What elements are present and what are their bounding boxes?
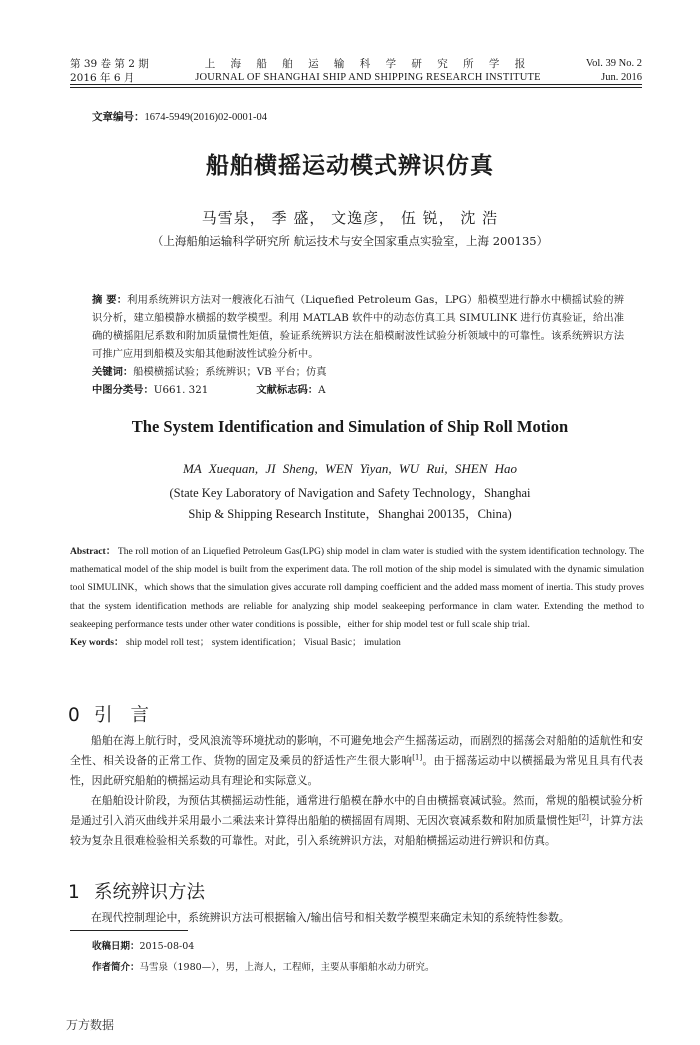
paper-title-cn: 船舶横摇运动模式辨识仿真 <box>206 153 494 179</box>
author-bio: 马雪泉（1980—），男，上海人，工程师，主要从事船舶水动力研究。 <box>139 962 435 973</box>
section-1-heading <box>68 878 205 904</box>
abstract-en-body <box>70 543 644 634</box>
header-vol-en: Vol. 39 No. 2 <box>585 58 642 69</box>
received-label: 收稿日期： <box>92 941 140 952</box>
section-0-number: 0 <box>68 705 80 726</box>
header-date-en: Jun. 2016 <box>601 72 642 83</box>
keywords-cn-label: 关键词： <box>92 366 134 378</box>
affiliation-en-line-1: (State Key Laboratory of Navigation and Safety Technology，Shanghai <box>169 486 531 500</box>
header-volume-en <box>586 57 642 85</box>
abstract-cn <box>92 291 624 399</box>
citation-1: [1] <box>412 753 423 762</box>
affiliation-cn: （上海船舶运输科学研究所 航运技术与安全国家重点实验室，上海 200135） <box>151 234 549 248</box>
authors-en: MA Xuequan, JI Sheng, WEN Yiyan, WU Rui, SHEN Hao <box>182 461 518 476</box>
clc-label: 中图分类号： <box>92 384 154 396</box>
authors-cn: 马雪泉， 季 盛， 文逸彦， 伍 锐， 沈 浩 <box>201 209 499 227</box>
article-number <box>92 109 267 124</box>
section-0-title: 引言 <box>94 705 168 726</box>
keywords-en-label: Key words： <box>70 637 124 649</box>
article-number-label: 文章编号： <box>92 111 145 123</box>
clc-value: U661. 321 <box>153 384 209 396</box>
section-1-number: 1 <box>68 882 80 903</box>
affiliation-en <box>0 483 700 525</box>
author-bio-label: 作者简介： <box>92 962 140 973</box>
header-date-cn: 2016 年 6 月 <box>70 72 135 84</box>
doc-code-value: A <box>318 384 326 396</box>
keywords-en-text: ship model roll test； system identification； Visual Basic； imulation <box>125 637 401 649</box>
section-0-paragraph-1 <box>70 731 643 791</box>
header-volume-cn: 第 39 卷 第 2 期 <box>70 58 149 70</box>
article-number-value: 1674-5949(2016)02-0001-04 <box>144 112 267 123</box>
received-date: 2015-08-04 <box>139 941 195 952</box>
classification-cn <box>92 381 624 399</box>
footnote-author <box>92 961 434 975</box>
paper-title-en: The System Identification and Simulation of Ship Roll Motion <box>131 417 569 436</box>
header-journal-en: JOURNAL OF SHANGHAI SHIP AND SHIPPING RESEARCH INSTITUTE <box>195 72 541 83</box>
abstract-en-label: Abstract： <box>70 546 116 557</box>
section-0-p1-text-a: 船舶在海上航行时，受风浪流等环境扰动的影响，不可避免地会产生摇荡运动，而剧烈的摇荡会对船舶的适航性和安全性、相关设备的正常工作、货物的固定及乘员的舒适性产生很大影响 <box>70 734 643 767</box>
header-journal <box>182 57 554 85</box>
header-rule-top <box>70 84 642 85</box>
section-1-title: 系统辨识方法 <box>94 882 206 903</box>
section-0-p2-text-b: ，计算方法较为复杂且很难检验相关系数的可靠性。对此，引入系统辨识方法，对船舶横摇运动进行辨识和仿真。 <box>70 814 644 847</box>
section-0-p1-text-b: 。由于摇荡运动中以横摇最为常见且具有代表性，因此研究船舶的横摇运动具有理论和实际意义。 <box>70 754 644 787</box>
section-0-paragraph-2 <box>70 791 643 851</box>
citation-2: [2] <box>578 813 589 822</box>
affiliation-en-line-2: Ship & Shipping Research Institute，Shanghai 200135，China) <box>188 507 512 521</box>
doc-code-label: 文献标志码： <box>256 384 319 396</box>
watermark: 万方数据 <box>66 1018 115 1032</box>
abstract-cn-text: 利用系统辨识方法对一艘液化石油气（Liquefied Petroleum Gas，LPG）船模型进行静水中横摇试验的辨识分析，建立船模静水横摇的数学模型。利用 MATLAB 软件中的动态仿真工具 SIMULINK 进行仿真验证，给出准确的横摇阻尼系数和附加质量惯性矩值，验证系统辨识方法在船模耐波性试验分析领域中的可靠性。该系统辨识方法可推广应用到船模及实船其他耐波性试验分析中。 <box>92 294 624 360</box>
header-journal-cn: 上 海 船 舶 运 输 科 学 研 究 所 学 报 <box>204 58 532 70</box>
section-0-p2-text-a: 在船舶设计阶段，为预估其横摇运动性能，通常进行船模在静水中的自由横摇衰减试验。然而，常规的船模试验分析是通过引入消灭曲线并采用最小二乘法来计算得出船舶的横摇固有周期、无因次衰减系数和附加质量惯性矩 <box>70 794 643 827</box>
abstract-en-text: The roll motion of an Liquefied Petroleum Gas(LPG) ship model in clam water is studied with the system identification technology. The mathematical model of the ship model is built from the experiment data. The roll motion of the ship model is simulated with the dynamic simulation tool SIMULINK，which shows that the simulation gives accurate roll damping coefficient and the added mass moment of inertia. This study proves that the system identification methods are reliable for analyzing ship model seakeeping performance in clam water. Extending the method to seakeeping performance tests under other water conditions is possible，either for ship model test or full scale ship trial. <box>70 546 644 630</box>
abstract-en <box>70 543 644 652</box>
footnote-received <box>92 940 194 954</box>
abstract-cn-label: 摘 要： <box>92 294 128 306</box>
section-0-heading <box>68 701 167 727</box>
header-rule-bottom <box>70 87 642 88</box>
keywords-en <box>70 634 644 652</box>
header-volume <box>70 57 149 85</box>
keywords-cn <box>92 363 624 381</box>
footnote-rule <box>70 930 188 931</box>
abstract-cn-body <box>92 291 624 363</box>
section-1-paragraph-1: 在现代控制理论中，系统辨识方法可根据输入/输出信号和相关数学模型来确定未知的系统特性参数。 <box>91 911 570 924</box>
keywords-cn-text: 船模横摇试验；系统辨识；VB 平台；仿真 <box>133 366 327 378</box>
